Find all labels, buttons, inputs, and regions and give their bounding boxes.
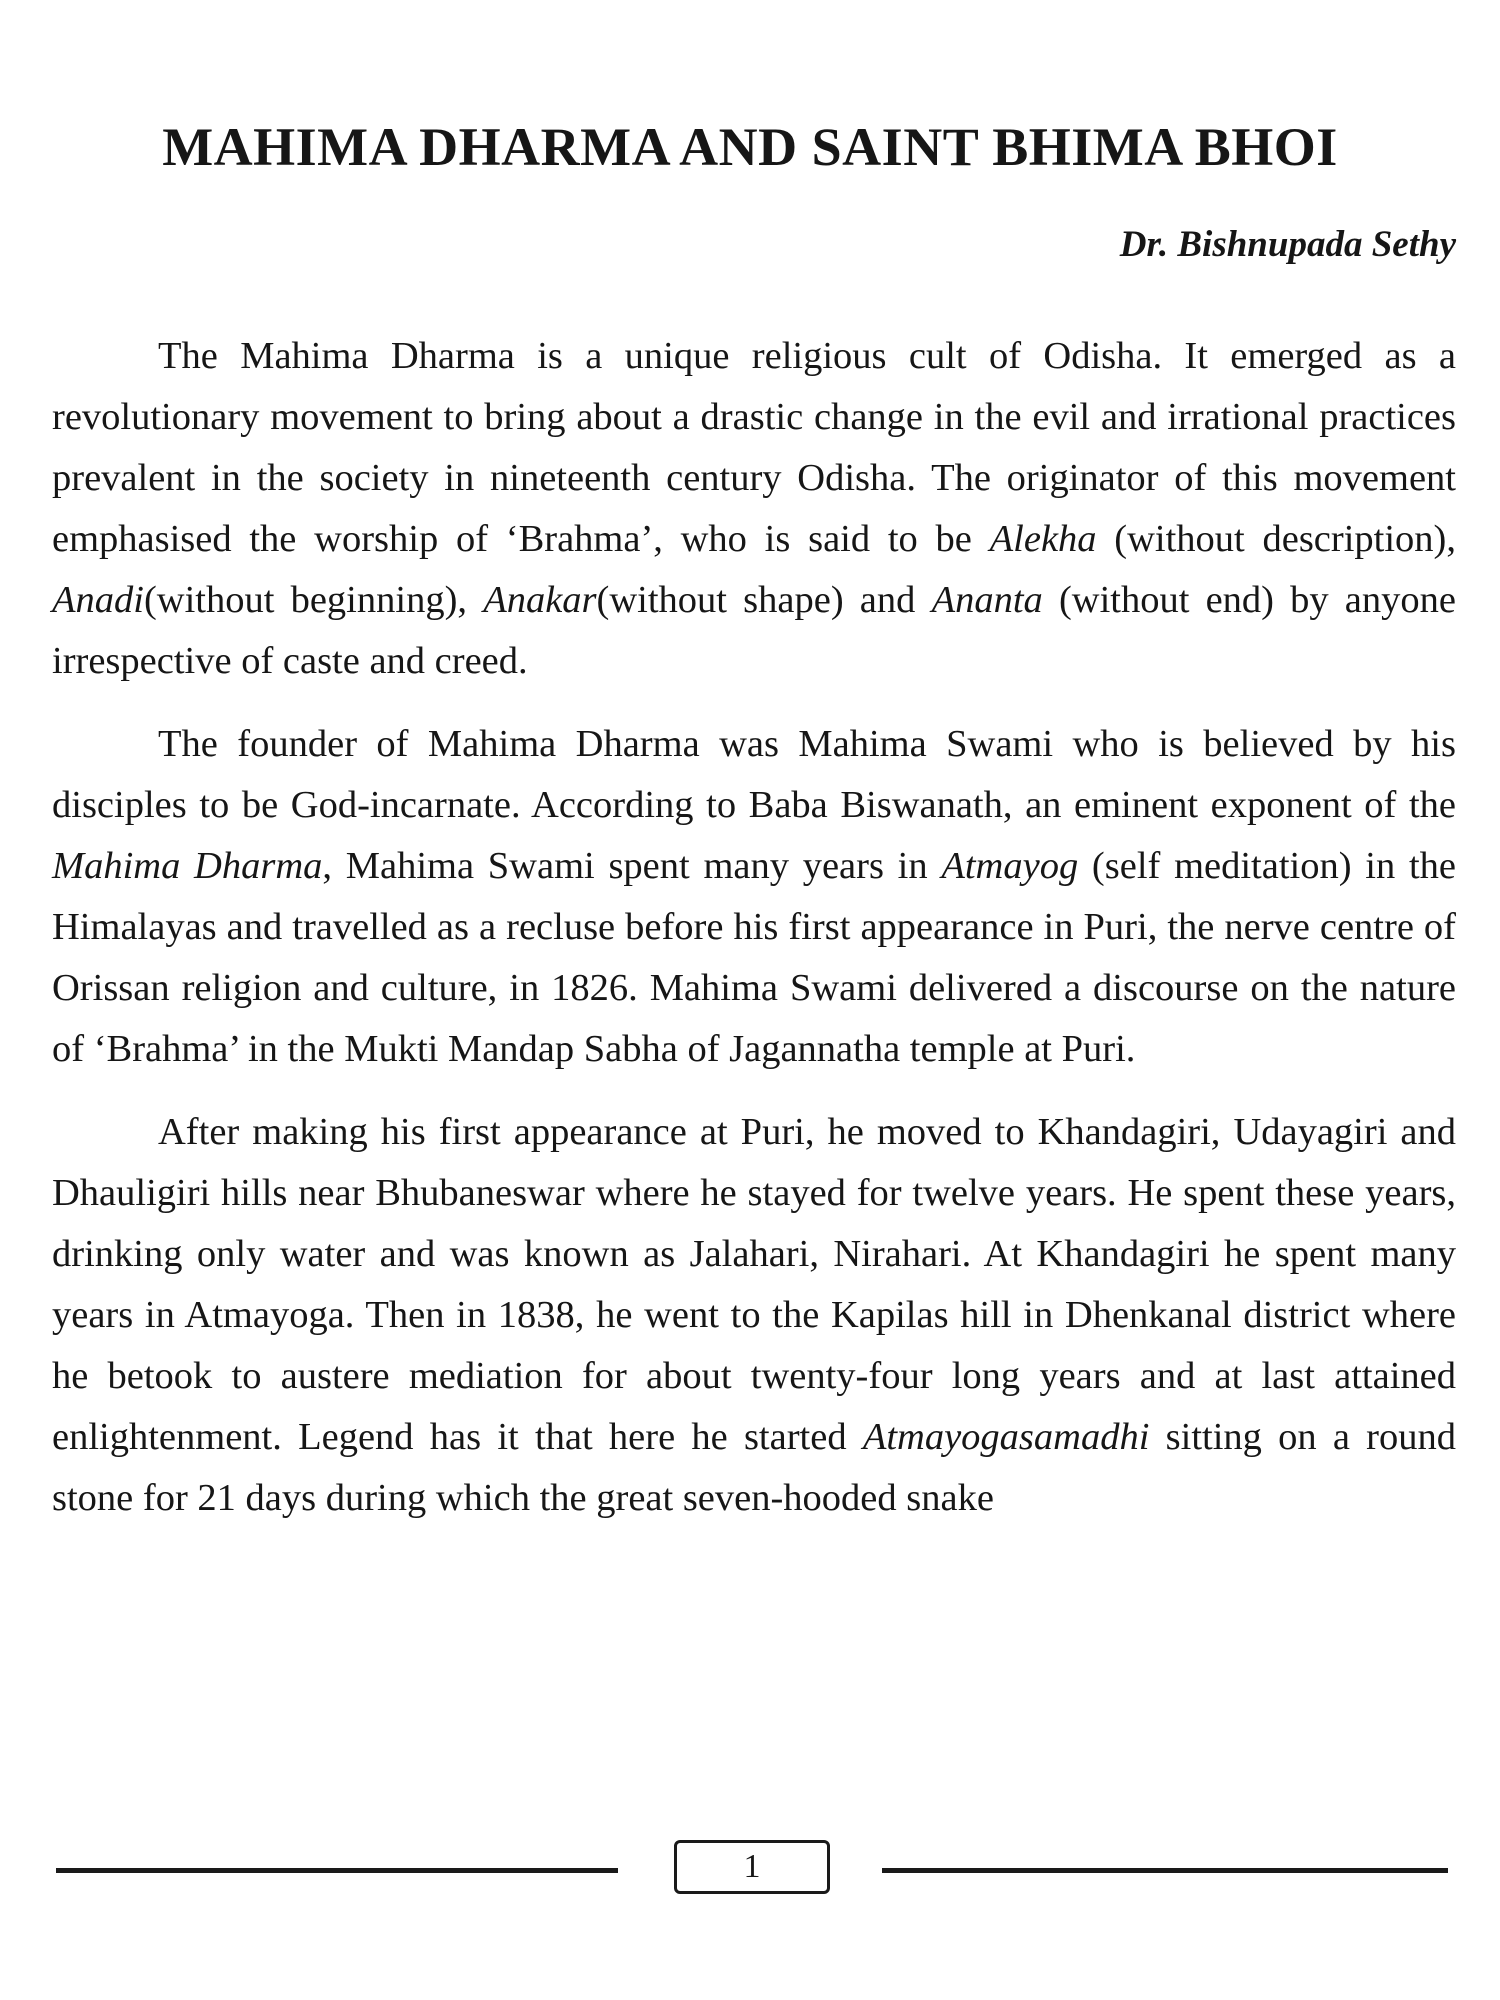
article-body	[52, 326, 1456, 1529]
page-title: MAHIMA DHARMA AND SAINT BHIMA BHOI	[162, 117, 1338, 177]
text-run: (without end) by anyone irrespective of caste and creed.	[52, 579, 1456, 682]
author-name: Dr. Bishnupada Sethy	[1119, 224, 1456, 265]
text-run: (without beginning),	[143, 579, 484, 621]
page-footer	[56, 1836, 1448, 1896]
italic-term: Ananta	[931, 579, 1043, 621]
italic-term: Atmayog	[941, 845, 1079, 887]
italic-term: Anakar	[483, 579, 597, 621]
text-run: (self meditation) in the Himalayas and travelled as a recluse before his first appearance in Puri, the nerve centre of Orissan religion and culture, in 1826. Mahima Swami delivered a discourse on the nature of ‘Brahma’ in the Mukti Mandap Sabha of Jagannatha temple at Puri.	[52, 845, 1456, 1070]
page-number-box: 1	[674, 1840, 830, 1894]
text-run: After making his first appearance at Puri, he moved to Khandagiri, Udayagiri and Dhauligiri hills near Bhubaneswar where he stayed for twelve years. He spent these years, drinking only water and was known as Jalahari, Nirahari. At Khandagiri he spent many years in Atmayoga. Then in 1838, he went to the Kapilas hill in Dhenkanal district where he betook to austere mediation for about twenty-four long years and at last attained enlightenment. Legend has it that here he started	[52, 1111, 1456, 1458]
paragraph	[52, 326, 1456, 692]
italic-term: Mahima Dharma	[52, 845, 323, 887]
footer-rule-right	[882, 1868, 1448, 1873]
text-run: The founder of Mahima Dharma was Mahima Swami who is believed by his disciples to be God-incarnate. According to Baba Biswanath, an eminent exponent of the	[52, 723, 1456, 826]
text-run: The Mahima Dharma is a unique religious cult of Odisha. It emerged as a revolutionary movement to bring about a drastic change in the evil and irrational practices prevalent in the society in nineteenth century Odisha. The originator of this movement emphasised the worship of ‘Brahma’, who is said to be	[52, 335, 1456, 560]
italic-term: Anadi	[52, 579, 144, 621]
italic-term: Alekha	[989, 518, 1097, 560]
italic-term: Atmayogasamadhi	[862, 1416, 1150, 1458]
text-run: sitting on a round stone for 21 days during which the great seven-hooded snake	[52, 1416, 1457, 1519]
paragraph	[52, 1102, 1456, 1529]
footer-rule-left	[56, 1868, 618, 1873]
text-run: (without shape) and	[596, 579, 932, 621]
paragraph	[52, 714, 1456, 1080]
text-run: (without description),	[1096, 518, 1456, 560]
text-run: , Mahima Swami spent many years in	[322, 845, 942, 887]
